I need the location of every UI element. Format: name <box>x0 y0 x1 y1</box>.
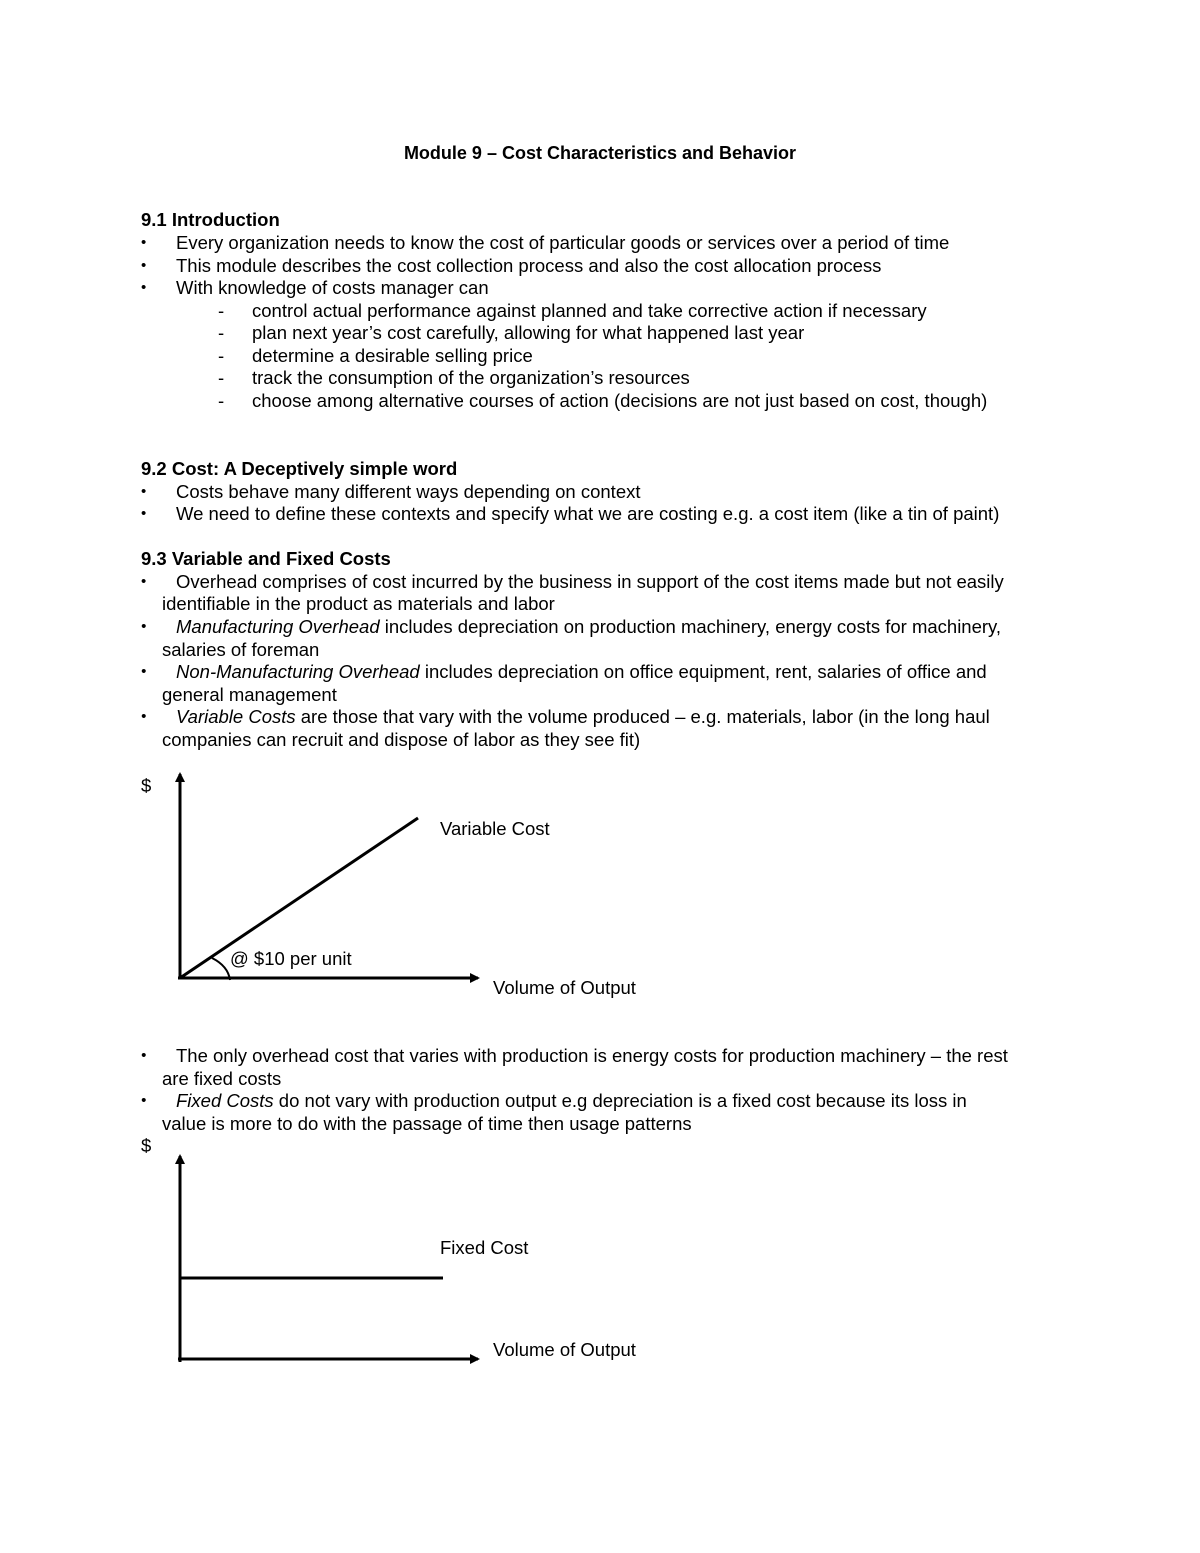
bullet-icon: • <box>141 505 147 522</box>
term: Fixed Costs <box>176 1090 274 1111</box>
sub-list-item: determine a desirable selling price <box>252 345 533 366</box>
term-description: includes depreciation on production machinery, energy costs for machinery, <box>379 616 1002 637</box>
bullet-icon: • <box>141 483 147 500</box>
dash-icon: - <box>218 367 225 388</box>
sub-list-item: control actual performance against planned and take corrective action if necessary <box>252 300 927 321</box>
x-axis-label: Volume of Output <box>493 1339 636 1360</box>
list-item: With knowledge of costs manager can <box>176 277 489 298</box>
dash-icon: - <box>218 322 225 343</box>
bullet-icon: • <box>141 234 147 251</box>
bullet-icon: • <box>141 708 147 725</box>
list-item: We need to define these contexts and specify what we are costing e.g. a cost item (like a tin of paint) <box>176 503 1000 524</box>
term: Variable Costs <box>176 706 296 727</box>
list-item: Every organization needs to know the cost of particular goods or services over a period of time <box>176 232 950 253</box>
x-axis-label: Volume of Output <box>493 977 636 998</box>
term-description: do not vary with production output e.g depreciation is a fixed cost because its loss in <box>273 1090 967 1111</box>
section-heading-cost: 9.2 Cost: A Deceptively simple word <box>141 458 458 479</box>
y-axis-label: $ <box>141 1135 152 1156</box>
sub-list-item: track the consumption of the organization’s resources <box>252 367 690 388</box>
list-item-continuation: companies can recruit and dispose of labor as they see fit) <box>162 729 641 750</box>
section-heading-introduction: 9.1 Introduction <box>141 209 280 230</box>
sub-list-item: choose among alternative courses of action (decisions are not just based on cost, though) <box>252 390 988 411</box>
bullet-icon: • <box>141 618 147 635</box>
bullet-icon: • <box>141 663 147 680</box>
list-item-continuation: identifiable in the product as materials and labor <box>162 593 555 614</box>
list-item-overhead: Overhead comprises of cost incurred by the business in support of the cost items made but not easily <box>176 571 1004 592</box>
bullet-icon: • <box>141 257 147 274</box>
y-axis-label: $ <box>141 775 152 796</box>
list-item: Costs behave many different ways depending on context <box>176 481 641 502</box>
dash-icon: - <box>218 345 225 366</box>
list-item-energy-costs: The only overhead cost that varies with production is energy costs for production machinery – the rest <box>176 1045 1008 1066</box>
series-label: Fixed Cost <box>440 1237 529 1258</box>
series-label: Variable Cost <box>440 818 550 839</box>
list-item-continuation: are fixed costs <box>162 1068 282 1089</box>
term: Non-Manufacturing Overhead <box>176 661 420 682</box>
dash-icon: - <box>218 390 225 411</box>
rate-annotation: @ $10 per unit <box>230 948 352 969</box>
bullet-icon: • <box>141 279 147 296</box>
term-description: includes depreciation on office equipment, rent, salaries of office and <box>419 661 987 682</box>
list-item-continuation: general management <box>162 684 337 705</box>
page-title: Module 9 – Cost Characteristics and Behavior <box>403 143 797 163</box>
bullet-icon: • <box>141 1092 147 1109</box>
term-description: are those that vary with the volume produced – e.g. materials, labor (in the long haul <box>295 706 990 727</box>
section-heading-variable-fixed: 9.3 Variable and Fixed Costs <box>141 548 391 569</box>
dash-icon: - <box>218 300 225 321</box>
list-item-continuation: value is more to do with the passage of time then usage patterns <box>162 1113 692 1134</box>
term: Manufacturing Overhead <box>176 616 380 637</box>
list-item-continuation: salaries of foreman <box>162 639 320 660</box>
sub-list-item: plan next year’s cost carefully, allowing for what happened last year <box>252 322 805 343</box>
bullet-icon: • <box>141 1047 147 1064</box>
bullet-icon: • <box>141 573 147 590</box>
list-item: This module describes the cost collection process and also the cost allocation process <box>176 255 882 276</box>
